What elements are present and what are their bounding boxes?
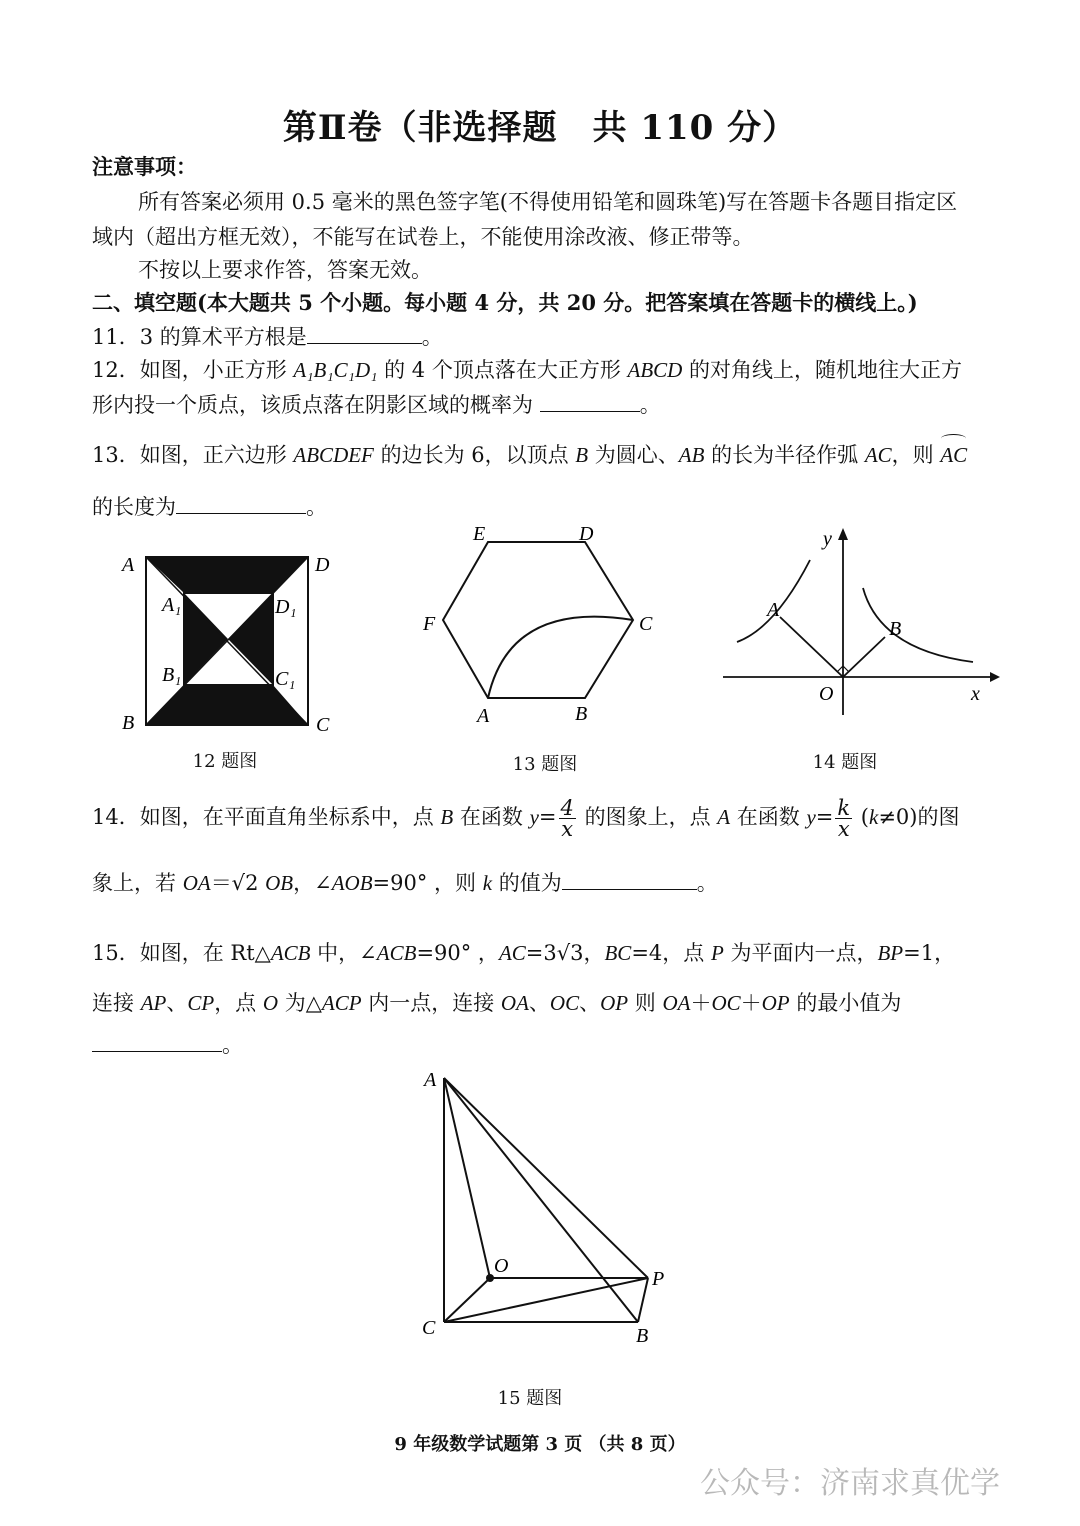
q14-text: ( <box>854 805 869 829</box>
q15-text: 内一点，连接 <box>361 991 501 1015</box>
notice-line-1: 所有答案必须用 0.5 毫米的黑色签字笔(不得使用铅笔和圆珠笔)写在答题卡各题目指定区 <box>138 190 958 214</box>
fig14-label: B <box>889 618 902 640</box>
q14-fraction-4-over-x <box>559 798 576 839</box>
fig14-label: x <box>971 683 980 705</box>
figure-13 <box>415 520 665 730</box>
question-12-line-2 <box>92 390 1012 420</box>
q14-text: ＝√2 <box>210 871 266 895</box>
fig12-caption: 12 题图 <box>192 751 258 772</box>
q14-text: = <box>815 805 834 829</box>
q11-end: 。 <box>421 325 443 349</box>
fig14-angle-aob <box>780 617 885 677</box>
q14-math: y <box>806 805 816 829</box>
q15-math: ACP <box>321 991 362 1015</box>
fig15-label: B <box>636 1325 649 1347</box>
question-14-line-1 <box>92 795 1012 839</box>
section2-heading: 二、填空题(本大题共 5 个小题。每小题 4 分，共 20 分。把答案填在答题卡的横线上。) <box>92 290 918 315</box>
q14-end: 。 <box>696 871 718 895</box>
fig13-label: A <box>477 705 490 727</box>
fig14-caption: 14 题图 <box>812 752 878 773</box>
q15-text: 的最小值为 <box>789 991 902 1015</box>
q14-text: 在函数 <box>730 805 807 829</box>
fig13-arc-ac <box>488 617 633 698</box>
q14-text: ，∠ <box>293 871 332 895</box>
q13-text: 13．如图，正六边形 <box>92 443 294 467</box>
watermark: 公众号：济南求真优学 <box>700 1466 1000 1501</box>
q14-math: k <box>869 805 879 829</box>
q14-math: OA <box>182 871 211 895</box>
fig14-curve-right <box>863 588 973 662</box>
q15-text: =90° ， <box>416 941 499 965</box>
q13-arc-symbol: AC <box>940 440 967 470</box>
fig12-label: A₁ <box>162 594 182 616</box>
q14-math: y <box>529 805 539 829</box>
q14-answer-blank[interactable] <box>562 871 697 890</box>
q15-math: OP <box>761 991 790 1015</box>
q14-text: 在函数 <box>453 805 530 829</box>
q12-math: ABCD <box>627 358 683 382</box>
fig13-label: D <box>579 523 594 545</box>
q13-answer-blank[interactable] <box>176 495 306 514</box>
fig12-label: C₁ <box>275 668 296 690</box>
q15-math: BP <box>877 941 904 965</box>
q15-math: OC <box>549 991 580 1015</box>
fig14-label: y <box>823 528 832 550</box>
question-15-line-2 <box>92 988 1012 1018</box>
q13-text: ，则 <box>891 443 941 467</box>
q13-end: 。 <box>306 495 327 519</box>
q15-text: 为△ <box>278 991 322 1015</box>
fig12-shade-right <box>228 593 273 685</box>
q12-end: 。 <box>639 393 661 417</box>
q15-answer-blank[interactable] <box>92 1033 222 1052</box>
q14-text: 14．如图，在平面直角坐标系中，点 <box>92 805 441 829</box>
q15-end: 。 <box>222 1033 243 1057</box>
q15-text: ＋ <box>690 991 712 1015</box>
fig14-label: O <box>819 683 834 705</box>
q14-text: 的值为 <box>492 871 562 895</box>
fig15-segment-ab <box>444 1078 638 1322</box>
figure-12 <box>110 545 350 745</box>
q14-numerator: 4 <box>560 796 574 820</box>
notice-heading: 注意事项： <box>92 154 197 179</box>
fig13-label: F <box>423 613 436 635</box>
q13-math: ABCDEF <box>293 443 374 467</box>
fig15-label: C <box>422 1317 436 1339</box>
q14-fraction-k-over-x <box>835 798 852 839</box>
fig14-y-arrow-icon <box>838 528 848 540</box>
q13-text: 的长度为 <box>92 495 176 519</box>
fig15-segment-cp <box>444 1278 648 1322</box>
q14-math: B <box>440 805 454 829</box>
question-12-line-1 <box>92 355 1012 385</box>
q15-math: OA <box>662 991 691 1015</box>
q15-text: 15．如图，在 Rt△ <box>92 941 271 965</box>
page-title: 第Ⅱ卷（非选择题 共 110 分） <box>282 108 798 148</box>
q15-math: ACB <box>270 941 311 965</box>
fig13-label: C <box>639 613 653 635</box>
q15-math: OA <box>500 991 529 1015</box>
question-14-line-2 <box>92 868 1012 898</box>
q13-math: B <box>575 443 589 467</box>
q14-denominator: x <box>561 817 574 841</box>
q15-text: 则 <box>628 991 663 1015</box>
q15-math: OC <box>711 991 741 1015</box>
q13-text: 为圆心、 <box>588 443 679 467</box>
q12-text: 的对角线上，随机地往大正方 <box>682 358 963 382</box>
q15-math: ACB <box>376 941 417 965</box>
q14-text: 象上，若 <box>92 871 183 895</box>
q15-text: ，点 <box>214 991 263 1015</box>
fig13-label: B <box>575 703 588 725</box>
fig15-caption: 15 题图 <box>497 1388 563 1409</box>
q15-text: 连接 <box>92 991 141 1015</box>
fig12-label: B <box>122 712 135 734</box>
fig12-shade-bottom <box>146 685 308 725</box>
q15-math: P <box>710 941 724 965</box>
q12-text: 的 4 个顶点落在大正方形 <box>377 358 628 382</box>
question-15-line-1 <box>92 938 1012 968</box>
fig15-label: O <box>494 1255 509 1277</box>
q15-text: =4，点 <box>631 941 711 965</box>
fig12-shade-left <box>184 593 228 685</box>
q14-math: OB <box>265 871 294 895</box>
q14-numerator: k <box>837 796 851 820</box>
question-11 <box>92 322 1012 352</box>
fig15-segment-ap <box>444 1078 648 1278</box>
q12-math: A₁B₁C₁D₁ <box>293 358 378 382</box>
fig15-point-o <box>486 1274 494 1282</box>
question-13-line-2 <box>92 492 1012 522</box>
q15-math: AC <box>498 941 526 965</box>
fig14-x-arrow-icon <box>990 672 1000 682</box>
figure-15 <box>410 1060 690 1350</box>
q13-math: AC <box>864 443 892 467</box>
q15-math: CP <box>187 991 215 1015</box>
q15-text: 、 <box>166 991 188 1015</box>
q13-math: AB <box>678 443 705 467</box>
q11-answer-blank[interactable] <box>307 325 422 344</box>
q13-text: 的边长为 6，以顶点 <box>373 443 576 467</box>
figure-14 <box>715 520 1005 720</box>
question-15-line-3 <box>92 1030 1012 1060</box>
q14-text: ≠0)的图 <box>878 805 960 829</box>
q14-math: A <box>717 805 731 829</box>
q15-text: =3√3， <box>525 941 605 965</box>
fig14-label: A <box>767 599 780 621</box>
q14-math: k <box>482 871 493 895</box>
fig12-label: A <box>122 554 135 576</box>
q14-math: AOB <box>331 871 373 895</box>
page-footer: 9 年级数学试题第 3 页 （共 8 页） <box>394 1434 686 1455</box>
q12-answer-blank[interactable] <box>540 393 640 412</box>
q15-text: 、 <box>579 991 601 1015</box>
q14-text: =90° ，则 <box>372 871 483 895</box>
q15-text: 中，∠ <box>310 941 377 965</box>
fig15-label: P <box>652 1268 665 1290</box>
q14-text: 的图象上，点 <box>577 805 718 829</box>
fig15-label: A <box>424 1069 437 1091</box>
q11-text: 11．3 的算术平方根是 <box>92 325 307 349</box>
q15-math: OP <box>600 991 629 1015</box>
q13-text: 的长为半径作弧 <box>704 443 865 467</box>
q15-text: =1， <box>903 941 956 965</box>
q12-text: 12．如图，小正方形 <box>92 358 294 382</box>
q12-text: 形内投一个质点，该质点落在阴影区域的概率为 <box>92 393 533 417</box>
fig15-segment-bp <box>638 1278 648 1322</box>
q15-text: 、 <box>528 991 550 1015</box>
fig12-label: B₁ <box>162 664 182 686</box>
question-13-line-1 <box>92 440 1012 470</box>
q15-math: AP <box>140 991 167 1015</box>
q15-text: 为平面内一点， <box>723 941 878 965</box>
fig13-caption: 13 题图 <box>512 754 578 775</box>
q15-math: BC <box>604 941 632 965</box>
notice-line-2: 域内（超出方框无效），不能写在试卷上，不能使用涂改液、修正带等。 <box>92 225 754 249</box>
fig12-shade-top <box>146 557 308 593</box>
q15-text: ＋ <box>740 991 762 1015</box>
fig15-segment-oc <box>444 1278 490 1322</box>
fig13-hexagon <box>443 542 633 698</box>
fig12-label: D <box>315 554 330 576</box>
fig13-label: E <box>473 523 486 545</box>
fig12-label: C <box>316 714 330 736</box>
q14-denominator: x <box>837 817 850 841</box>
q15-math: O <box>262 991 279 1015</box>
q14-text: = <box>538 805 557 829</box>
notice-line-3: 不按以上要求作答，答案无效。 <box>138 258 432 282</box>
fig12-label: D₁ <box>275 596 297 618</box>
